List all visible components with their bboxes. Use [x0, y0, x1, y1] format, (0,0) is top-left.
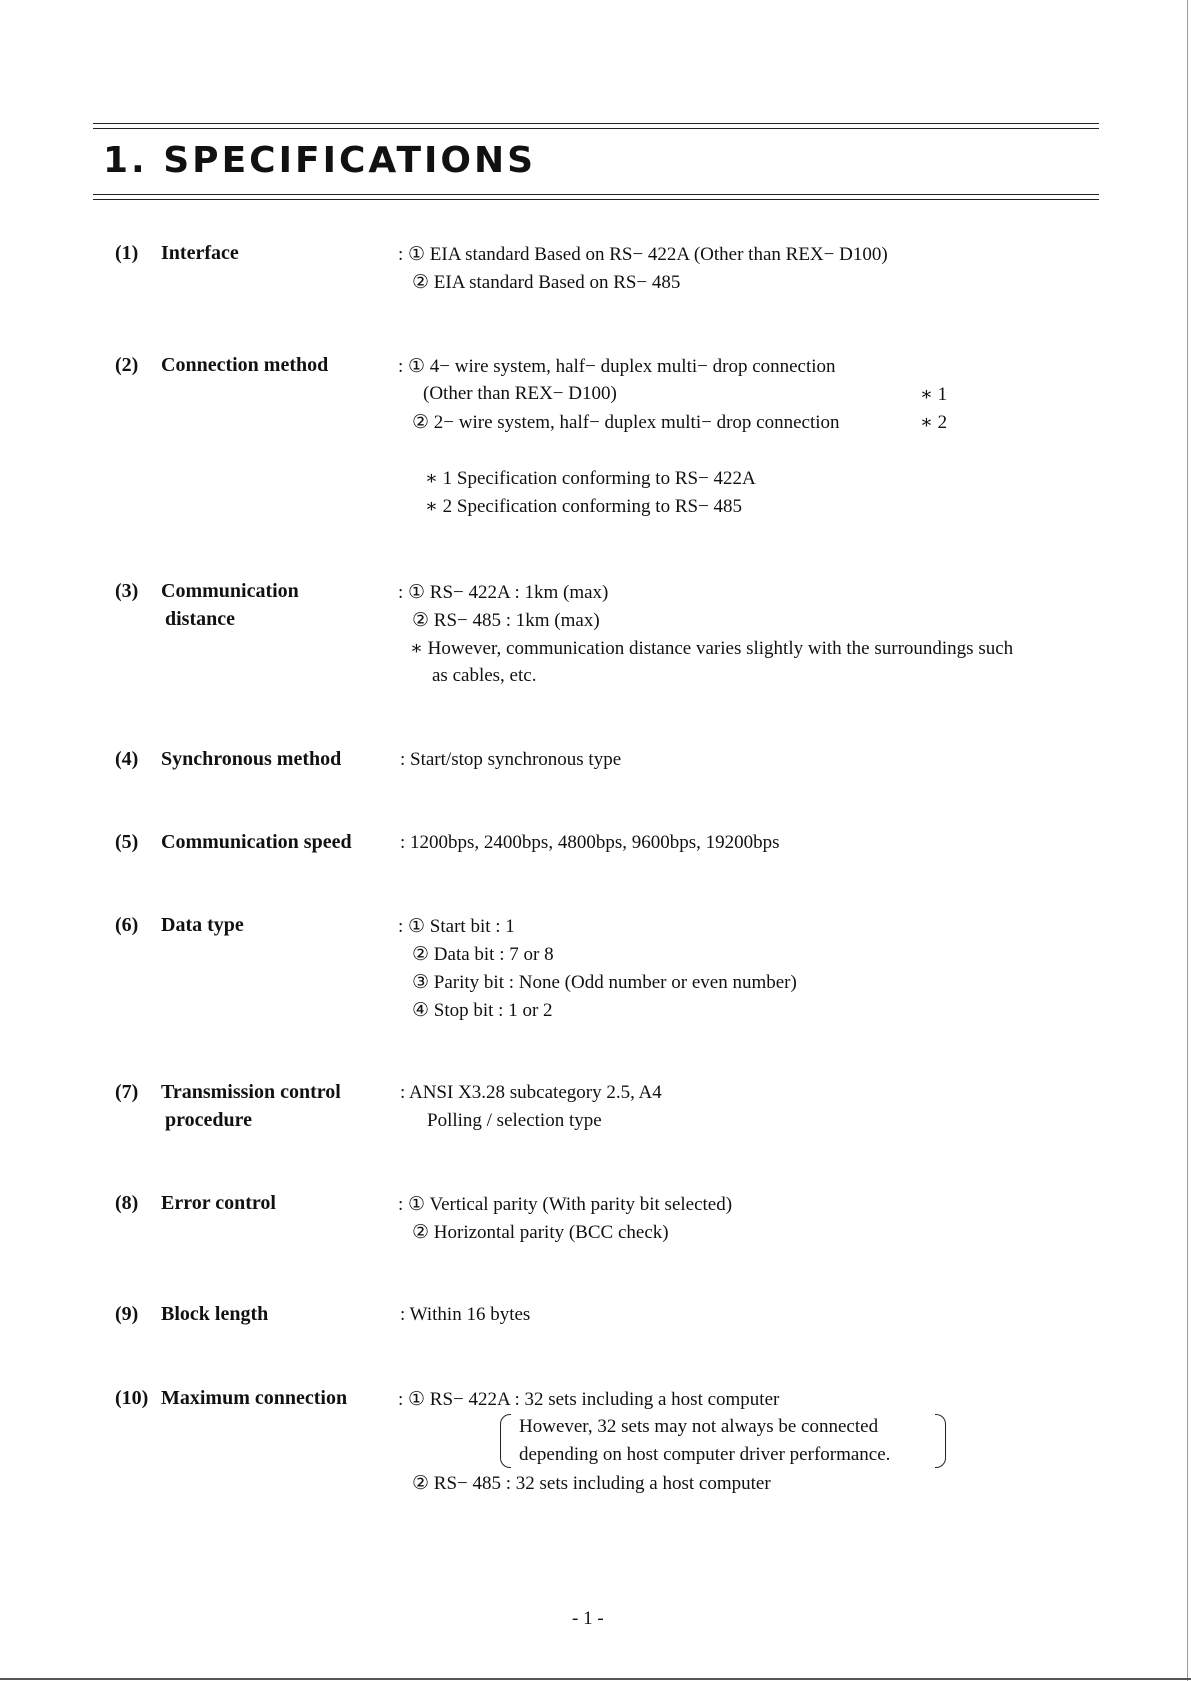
item-label: Maximum connection	[161, 1387, 348, 1409]
footnote: ∗ 2 Specification conforming to RS− 485	[425, 496, 743, 517]
footnote-mark: ∗ 2	[920, 412, 948, 433]
item-note: depending on host computer driver performance.	[519, 1444, 891, 1465]
item-label: Interface	[161, 242, 239, 264]
page-right-edge	[1187, 0, 1188, 1681]
item-number: (4)	[115, 748, 139, 770]
bracket-right	[935, 1414, 946, 1468]
item-label: Data type	[161, 914, 244, 936]
title-rule-bottom-2	[93, 199, 1099, 200]
item-line: ④ Stop bit : 1 or 2	[412, 1000, 553, 1021]
item-number: (5)	[115, 831, 139, 853]
item-number: (1)	[115, 242, 139, 264]
title-rule-top	[93, 123, 1099, 124]
item-label: Communication speed	[161, 831, 352, 853]
item-line: : ① Vertical parity (With parity bit selected)	[398, 1194, 733, 1215]
item-number: (9)	[115, 1303, 139, 1325]
item-line: ② Data bit : 7 or 8	[412, 944, 554, 965]
title-rule-top-2	[93, 128, 1099, 129]
page-title: 1. SPECIFICATIONS	[103, 140, 537, 181]
item-number: (2)	[115, 354, 139, 376]
item-label: Error control	[161, 1192, 276, 1214]
title-rule-bottom	[93, 194, 1099, 195]
item-note: However, 32 sets may not always be connected	[519, 1416, 879, 1437]
page-bottom-edge	[0, 1678, 1191, 1680]
footnote: ∗ 1 Specification conforming to RS− 422A	[425, 468, 756, 489]
item-number: (6)	[115, 914, 139, 936]
footnote-mark: ∗ 1	[920, 384, 948, 405]
item-label: distance	[165, 608, 235, 630]
item-line: : ① RS− 422A : 32 sets including a host computer	[398, 1389, 780, 1410]
item-label: Synchronous method	[161, 748, 342, 770]
item-line: : ① Start bit : 1	[398, 916, 515, 937]
item-line: : ① EIA standard Based on RS− 422A (Other than REX− D100)	[398, 244, 888, 265]
item-line: ③ Parity bit : None (Odd number or even number)	[412, 972, 797, 993]
page-number: - 1 -	[572, 1608, 604, 1629]
item-line: ② RS− 485 : 32 sets including a host computer	[412, 1473, 771, 1494]
item-label: Connection method	[161, 354, 329, 376]
item-line: : ① RS− 422A : 1km (max)	[398, 582, 609, 603]
item-line: Polling / selection type	[427, 1110, 602, 1131]
bracket-left	[500, 1414, 511, 1468]
item-number: (8)	[115, 1192, 139, 1214]
item-line: ② 2− wire system, half− duplex multi− drop connection	[412, 412, 840, 433]
item-line: : 1200bps, 2400bps, 4800bps, 9600bps, 19200bps	[400, 832, 780, 853]
item-number: (3)	[115, 580, 139, 602]
item-line: : ① 4− wire system, half− duplex multi− drop connection	[398, 356, 836, 377]
item-line: : Start/stop synchronous type	[400, 749, 622, 770]
item-label: Communication	[161, 580, 299, 602]
item-label: procedure	[165, 1109, 253, 1131]
item-line: ∗ However, communication distance varies slightly with the surroundings such	[410, 638, 1014, 659]
item-line: ② Horizontal parity (BCC check)	[412, 1222, 669, 1243]
item-line: : ANSI X3.28 subcategory 2.5, A4	[400, 1082, 662, 1103]
item-line: as cables, etc.	[432, 665, 537, 686]
item-number: (10)	[115, 1387, 149, 1409]
item-line: (Other than REX− D100)	[423, 383, 617, 404]
item-label: Block length	[161, 1303, 269, 1325]
item-label: Transmission control	[161, 1081, 341, 1103]
item-line: : Within 16 bytes	[400, 1304, 531, 1325]
item-line: ② EIA standard Based on RS− 485	[412, 272, 681, 293]
item-line: ② RS− 485 : 1km (max)	[412, 610, 600, 631]
item-number: (7)	[115, 1081, 139, 1103]
